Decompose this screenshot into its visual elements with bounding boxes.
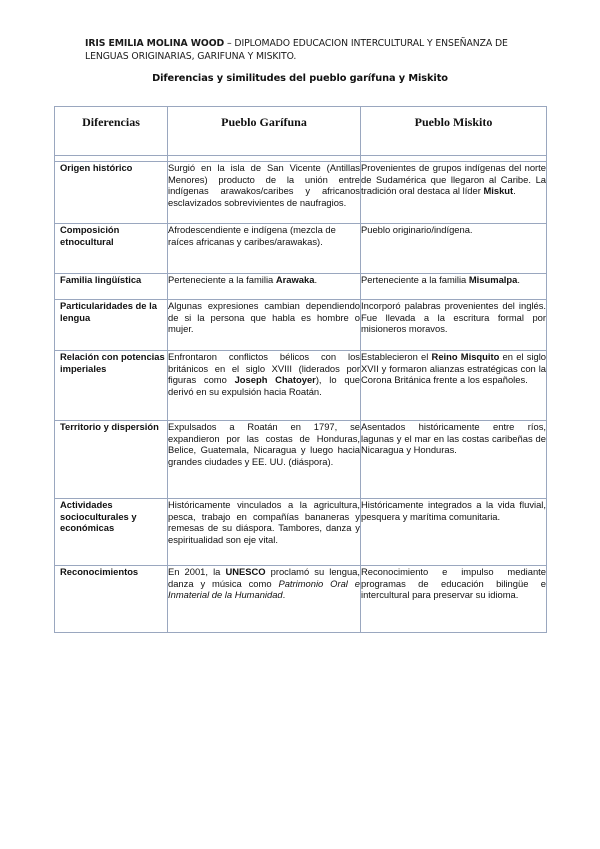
table-row <box>55 499 547 566</box>
document-header <box>85 37 525 63</box>
garifuna-cell: Históricamente vinculados a la agricultura, pesca, trabajo en compañías bananeras y remesas de su diáspora. Tambores, danza y espiritualidad son eje vital. <box>168 499 361 566</box>
garifuna-cell <box>168 274 361 300</box>
garifuna-cell: Algunas expresiones cambian dependiendo de si la persona que habla es hombre o mujer. <box>168 300 361 351</box>
table-row <box>55 566 547 633</box>
garifuna-cell: Surgió en la isla de San Vicente (Antillas Menores) producto de la unión entre indígenas arawakos/caribes y africanos esclavizados sobrevivientes de naufragios. <box>168 162 361 224</box>
cell-text: en el siglo XVII y formaron alianzas estratégicas con la Corona Británica frente a los españoles. <box>361 351 546 386</box>
row-label: Familia lingüística <box>55 274 168 300</box>
miskito-cell <box>361 274 547 300</box>
miskito-cell: Pueblo originario/indígena. <box>361 224 547 274</box>
row-label: Origen histórico <box>55 162 168 224</box>
column-header-miskito: Pueblo Miskito <box>361 107 547 156</box>
row-label: Territorio y dispersión <box>55 421 168 499</box>
cell-text: Provenientes de grupos indígenas del norte de Sudamérica que llegaron al Caribe. La tradición oral destaca al líder <box>361 162 546 197</box>
row-label: Actividades socioculturales y económicas <box>55 499 168 566</box>
table-row <box>55 421 547 499</box>
cell-text: Enfrontaron conflictos bélicos con los británicos en el siglo XVIII (liderados por figuras como <box>168 351 360 386</box>
course-title-line2: LENGUAS ORIGINARIAS, GARIFUNA Y MISKITO. <box>85 51 297 62</box>
cell-text: Establecieron el <box>361 351 432 362</box>
table-row <box>55 162 547 224</box>
cell-text: Perteneciente a la familia <box>168 274 276 285</box>
garifuna-cell: Expulsados a Roatán en 1797, se expandieron por las costas de Honduras, Belice, Guatemala, Nicaragua y luego hacia grandes ciudades y EE. UU. (diáspora). <box>168 421 361 499</box>
cell-italic-text: Patrimonio Oral e Inmaterial de la Humanidad <box>168 577 360 601</box>
cell-bold-text: Miskut <box>483 185 514 197</box>
miskito-cell: Incorporó palabras provenientes del inglés. Fue llevada a la escritura formal por misioneros moravos. <box>361 300 547 351</box>
table-row <box>55 274 547 300</box>
cell-text: Perteneciente a la familia <box>361 274 469 285</box>
cell-text: . <box>282 589 286 601</box>
cell-text: . <box>314 274 318 285</box>
table-row <box>55 300 547 351</box>
course-title-line1: – DIPLOMADO EDUCACION INTERCULTURAL Y ENSEÑANZA DE <box>224 38 508 49</box>
garifuna-cell: Afrodescendiente e indígena (mezcla de raíces africanas y caribes/arawakas). <box>168 224 361 274</box>
miskito-cell: Asentados históricamente entre ríos, lagunas y el mar en las costas caribeñas de Nicaragua y Honduras. <box>361 421 547 499</box>
table-header-row <box>55 107 547 156</box>
garifuna-cell <box>168 351 361 421</box>
cell-bold-text: Arawaka <box>275 274 315 285</box>
column-header-differences: Diferencias <box>55 107 168 156</box>
cell-text: . <box>517 274 520 285</box>
garifuna-cell <box>168 566 361 633</box>
cell-text: . <box>513 185 516 197</box>
page-title: Diferencias y similitudes del pueblo garífuna y Miskito <box>152 73 448 84</box>
cell-text: En 2001, la <box>168 566 226 577</box>
column-header-garifuna: Pueblo Garífuna <box>168 107 361 156</box>
cell-bold-text: Misumalpa <box>468 274 518 285</box>
miskito-cell <box>361 351 547 421</box>
row-label: Reconocimientos <box>55 566 168 633</box>
cell-bold-text: UNESCO <box>225 566 266 577</box>
cell-bold-text: Joseph Chatoyer <box>234 374 316 386</box>
row-label: Particularidades de la lengua <box>55 300 168 351</box>
miskito-cell: Reconocimiento e impulso mediante programas de educación bilingüe e intercultural para preservar su idioma. <box>361 566 547 633</box>
table-row <box>55 224 547 274</box>
comparison-table <box>54 106 547 633</box>
cell-bold-text: Reino Misquito <box>431 351 500 362</box>
row-label: Composición etnocultural <box>55 224 168 274</box>
row-label: Relación con potencias imperiales <box>55 351 168 421</box>
cell-text: ), lo que derivó en su expulsión hacia Roatán. <box>168 374 360 397</box>
table-row <box>55 351 547 421</box>
miskito-cell: Históricamente integrados a la vida fluvial, pesquera y marítima comunitaria. <box>361 499 547 566</box>
cell-text: proclamó su lengua, danza y música como <box>168 566 360 589</box>
author-name: IRIS EMILIA MOLINA WOOD <box>85 38 225 49</box>
miskito-cell <box>361 162 547 224</box>
